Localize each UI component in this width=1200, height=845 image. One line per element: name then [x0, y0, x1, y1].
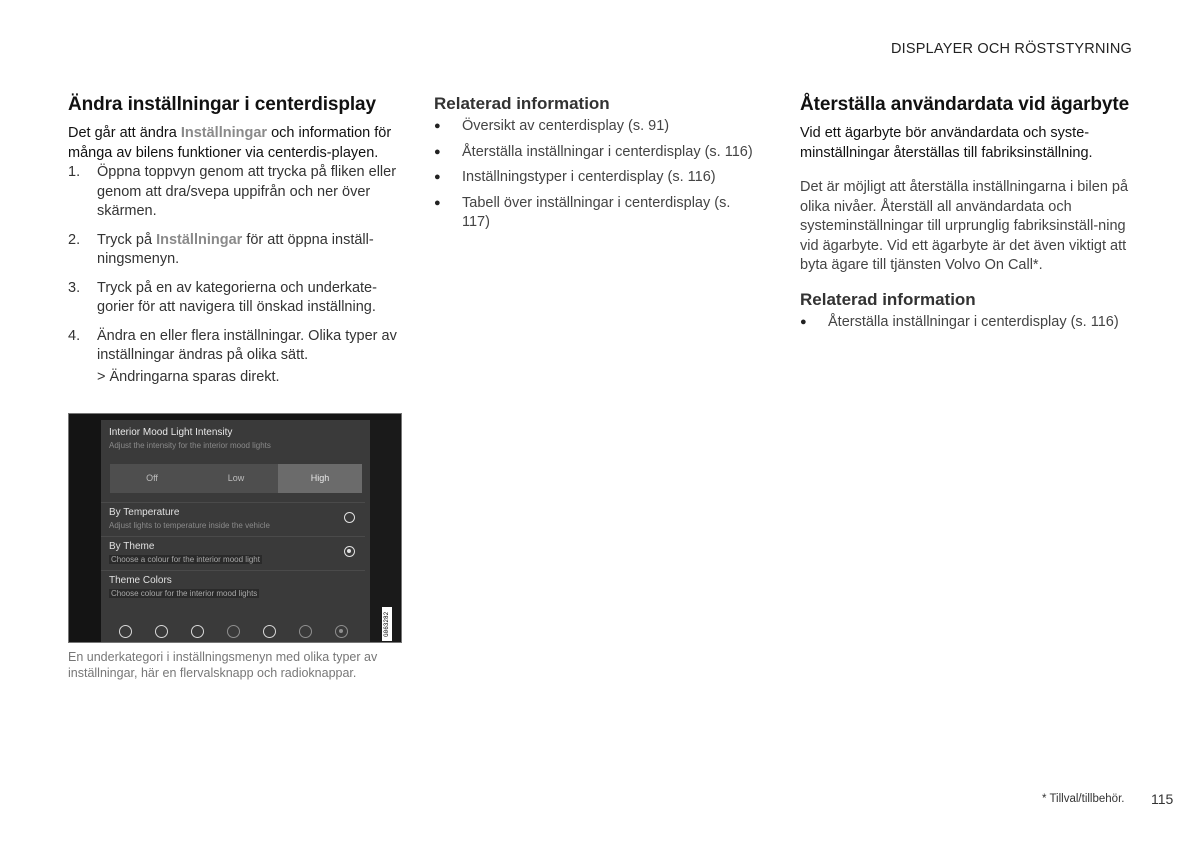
settings-screen-figure [68, 413, 402, 643]
related-list [434, 117, 754, 233]
related-link[interactable]: ● Återställa inställningar i centerdisplay (s. 116) [434, 143, 754, 163]
ui-term-settings: Inställningar [180, 125, 268, 141]
color-swatch[interactable] [263, 625, 276, 638]
page-number: 115 [1151, 791, 1174, 807]
section-header: DISPLAYER OCH RÖSTSTYRNING [891, 41, 1132, 57]
radio-button-selected[interactable] [344, 546, 355, 557]
lead-paragraph: Vid ett ägarbyte bör användardata och syste-minställningar återställas till fabriksinställning. [800, 125, 1093, 161]
related-link[interactable]: ● Översikt av centerdisplay (s. 91) [434, 117, 754, 137]
segment-low[interactable]: Low [227, 473, 245, 483]
display-screen [101, 420, 400, 642]
option-theme-colors: Theme Colors Choose colour for the interior mood lights [101, 570, 365, 617]
section-heading: Ändra inställningar i centerdisplay [68, 94, 376, 115]
option-by-temperature[interactable]: By Temperature Adjust lights to temperature inside the vehicle [101, 502, 365, 536]
ui-term-settings: Inställningar [156, 231, 243, 248]
color-swatch-selected[interactable] [335, 625, 348, 638]
color-swatch[interactable] [227, 625, 240, 638]
section-change-settings [68, 94, 402, 387]
bullet-icon: ● [434, 196, 441, 209]
radio-button[interactable] [344, 512, 355, 523]
related-list [800, 313, 1134, 333]
color-swatch[interactable] [299, 625, 312, 638]
steps-list [68, 163, 402, 366]
segment-off[interactable]: Off [146, 473, 158, 483]
related-link[interactable]: ● Inställningstyper i centerdisplay (s. 116) [434, 168, 754, 188]
step-1: 1. Öppna toppvyn genom att trycka på fliken eller genom att dra/svepa uppifrån och ner över skärmen. [68, 164, 397, 219]
color-swatch[interactable] [155, 625, 168, 638]
intro-paragraph: Det går att ändra Inställningar och information för många av bilens funktioner via centerdis-playen. [68, 125, 392, 161]
bullet-icon: ● [434, 145, 441, 158]
intensity-segmented-control[interactable] [110, 464, 362, 493]
section-reset-user-data [800, 94, 1134, 338]
step-3: 3. Tryck på en av kategorierna och underkate-gorier för att navigera till önskad inställning. [68, 279, 377, 315]
screen-subtitle: Adjust the intensity for the interior mood lights [109, 441, 271, 450]
body-paragraph: Det är möjligt att återställa inställningarna i bilen på olika nivåer. Återställ all användardata och systeminställningar till urprunglig fabriksinställ-ning vid ägarbyte. Vid ett ägarbyte är det även viktigt att byta ägare till tjänsten Volvo On Call*. [800, 179, 1129, 273]
figure-code: G063282 [382, 607, 392, 641]
bullet-icon: ● [434, 120, 441, 132]
option-by-theme[interactable]: By Theme Choose a colour for the interior mood light [101, 536, 365, 570]
step-result: > Ändringarna sparas direkt. [97, 368, 280, 385]
section-heading: Återställa användardata vid ägarbyte [800, 94, 1130, 115]
segment-high[interactable]: High [278, 464, 362, 493]
color-swatches [119, 625, 355, 639]
step-4: 4. Ändra en eller flera inställningar. Olika typer av inställningar ändras på olika sätt. [68, 327, 397, 363]
color-swatch[interactable] [191, 625, 204, 638]
color-swatch[interactable] [119, 625, 132, 638]
figure-caption: En underkategori i inställningsmenyn med olika typer av inställningar, här en flervalsknapp och radioknappar. [68, 650, 378, 680]
bullet-icon: ● [800, 315, 807, 328]
related-heading: Relaterad information [800, 289, 976, 309]
footnote: * Tillval/tillbehör. [1042, 793, 1125, 805]
related-heading: Relaterad information [434, 94, 610, 113]
bullet-icon: ● [434, 171, 441, 183]
screen-title: Interior Mood Light Intensity [109, 427, 233, 438]
step-2: 2. Tryck på Inställningar för att öppna inställ-ningsmenyn. [68, 231, 374, 267]
related-link[interactable]: ● Tabell över inställningar i centerdisplay (s. 117) [434, 194, 754, 233]
related-link[interactable]: ● Återställa inställningar i centerdisplay (s. 116) [800, 313, 1134, 333]
screen-sidebar [370, 420, 400, 642]
related-info-section [434, 94, 754, 239]
